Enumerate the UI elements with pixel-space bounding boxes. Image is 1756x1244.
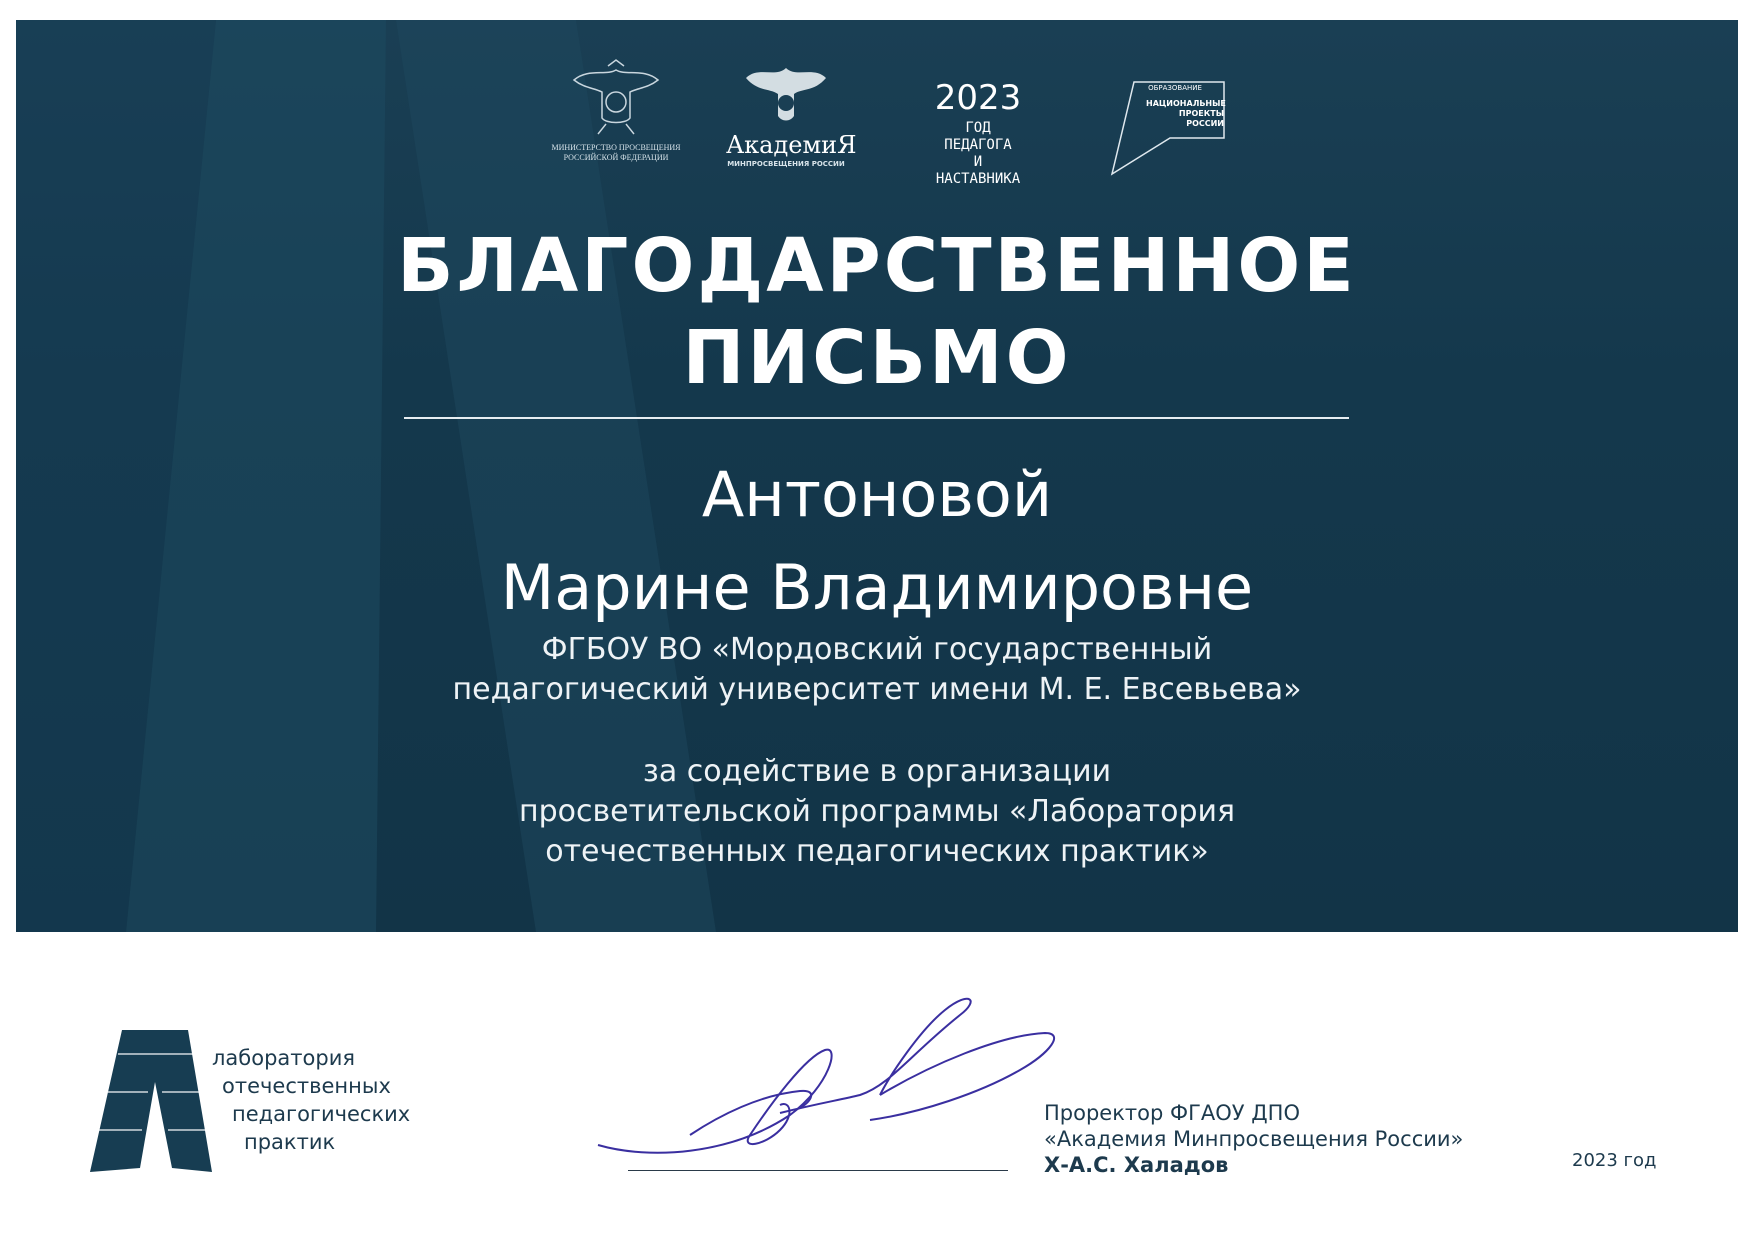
title-line-2: ПИСЬМО [682, 315, 1072, 401]
year-logo-caption: ГОД ПЕДАГОГА И НАСТАВНИКА [935, 120, 1021, 187]
signer-position-line-2: «Академия Минпросвещения России» [1044, 1127, 1464, 1151]
laboratory-line-2: отечественных [222, 1074, 391, 1098]
laboratory-line-1: лаборатория [212, 1046, 355, 1070]
academy-name: АкадемиЯ [726, 131, 857, 159]
signer-name: Х-А.С. Халадов [1044, 1153, 1229, 1177]
academy-eagle-icon [736, 58, 836, 133]
ministry-caption: МИНИСТЕРСТВО ПРОСВЕЩЕНИЯ РОССИЙСКОЙ ФЕДЕРАЦИИ [551, 143, 681, 162]
header-banner [16, 20, 1738, 932]
signature-icon [590, 995, 1060, 1175]
reason-line-1: за содействие в организации [642, 754, 1112, 789]
np-top-caption: ОБРАЗОВАНИЕ [1148, 84, 1202, 92]
title-divider [404, 417, 1349, 419]
np-caption: НАЦИОНАЛЬНЫЕ ПРОЕКТЫ РОССИИ [1146, 99, 1226, 128]
eagle-emblem-icon [546, 58, 686, 138]
title-line-1: БЛАГОДАРСТВЕННОЕ [397, 223, 1357, 309]
organization-line-1: ФГБОУ ВО «Мордовский государственный [541, 632, 1213, 667]
signer-block [1044, 1100, 1463, 1178]
national-projects-logo [1106, 78, 1226, 178]
academy-logo [726, 58, 857, 168]
issue-year: 2023 год [1572, 1150, 1657, 1171]
reason-line-3: отечественных педагогических практик» [545, 834, 1209, 869]
recipient-given-names: Марине Владимировне [500, 551, 1254, 624]
reason-line-2: просветительской программы «Лаборатория [518, 794, 1236, 829]
laboratory-line-4: практик [244, 1130, 336, 1154]
recipient-surname: Антоновой [701, 458, 1053, 531]
laboratory-mark-icon [90, 1030, 220, 1172]
signer-position-line-1: Проректор ФГАОУ ДПО [1044, 1101, 1300, 1125]
year-logo-number: 2023 [934, 78, 1022, 118]
organization-line-2: педагогический университет имени М. Е. Евсевьева» [452, 672, 1302, 707]
partner-logos [16, 58, 1738, 188]
academy-caption: МИНПРОСВЕЩЕНИЯ РОССИИ [727, 160, 845, 168]
laboratory-line-3: педагогических [232, 1102, 411, 1126]
laboratory-logo [90, 1030, 220, 1176]
ministry-logo [546, 58, 686, 162]
